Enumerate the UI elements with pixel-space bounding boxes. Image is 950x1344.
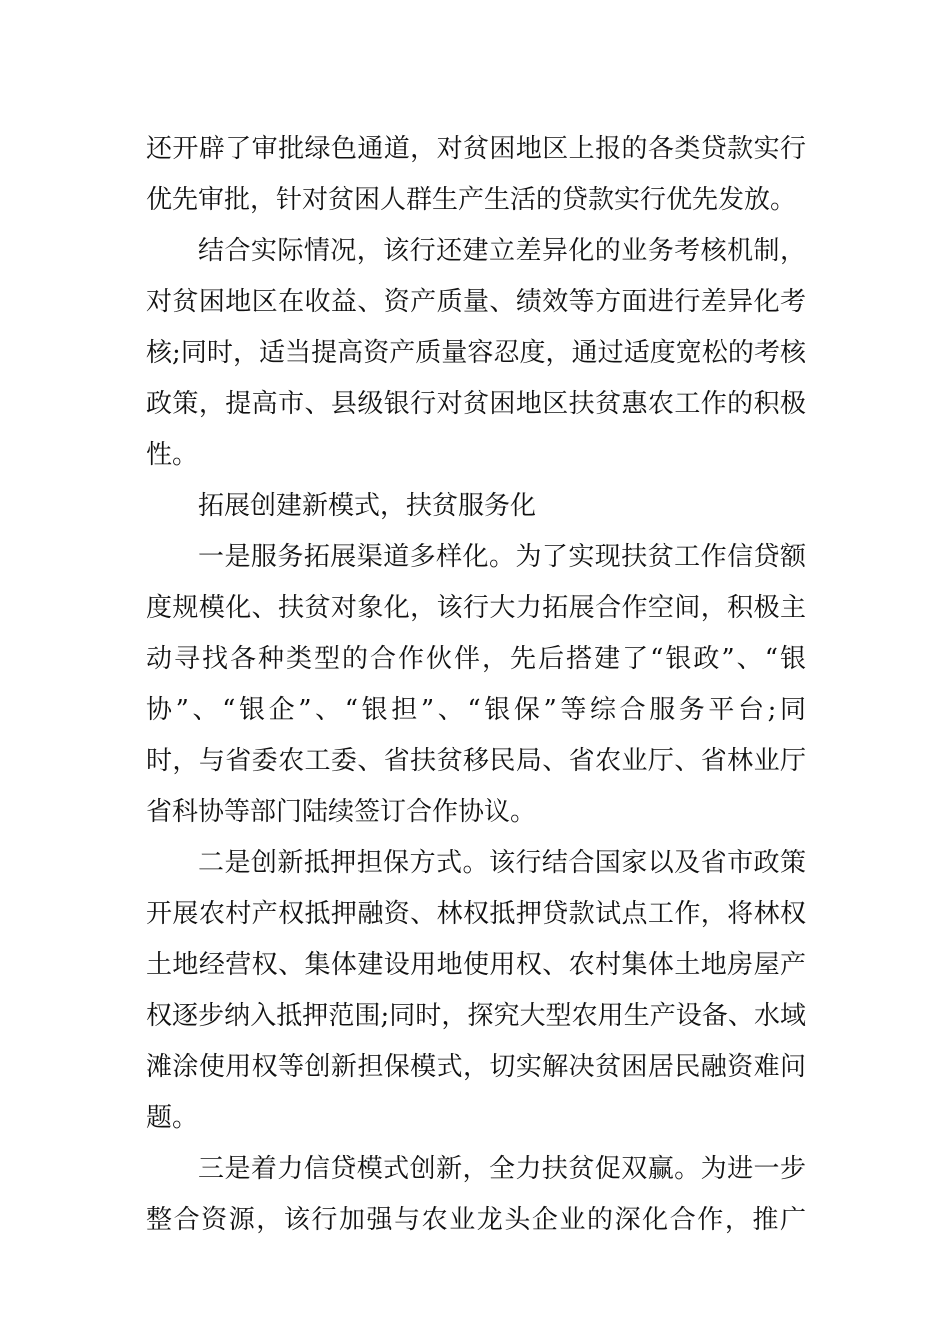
text-line: 还开辟了审批绿色通道，对贫困地区上报的各类贷款实行 [146, 134, 806, 164]
text-line: 核;同时，适当提高资产质量容忍度，通过适度宽松的考核 [146, 338, 806, 368]
text-line: 整合资源，该行加强与农业龙头企业的深化合作，推广 [146, 1205, 806, 1235]
paragraph [146, 532, 806, 838]
text-line: 度规模化、扶贫对象化，该行大力拓展合作空间，积极主 [146, 593, 806, 623]
text-line: 性。 [146, 440, 199, 470]
section-heading [146, 481, 806, 532]
text-line: 省科协等部门陆续签订合作协议。 [146, 797, 537, 827]
text-line: 结合实际情况，该行还建立差异化的业务考核机制， [198, 236, 806, 266]
text-line: 三是着力信贷模式创新，全力扶贫促双赢。为进一步 [198, 1154, 806, 1184]
text-line: 权逐步纳入抵押范围;同时，探究大型农用生产设备、水域 [146, 1001, 806, 1031]
paragraph [146, 838, 806, 1144]
paragraph [146, 1144, 806, 1246]
text-line: 滩涂使用权等创新担保模式，切实解决贫困居民融资难问 [146, 1052, 806, 1082]
text-line: 时，与省委农工委、省扶贫移民局、省农业厅、省林业厅 [146, 746, 806, 776]
text-line: 动寻找各种类型的合作伙伴，先后搭建了“银政”、“银 [146, 644, 806, 674]
text-line: 题。 [146, 1103, 199, 1133]
text-line: 二是创新抵押担保方式。该行结合国家以及省市政策 [198, 848, 806, 878]
text-line: 拓展创建新模式，扶贫服务化 [198, 491, 537, 521]
text-line: 开展农村产权抵押融资、林权抵押贷款试点工作，将林权 [146, 899, 806, 929]
text-line: 一是服务拓展渠道多样化。为了实现扶贫工作信贷额 [198, 542, 806, 572]
document-body [146, 124, 806, 1246]
text-line: 协”、“银企”、“银担”、“银保”等综合服务平台;同 [146, 695, 806, 725]
paragraph [146, 226, 806, 481]
text-line: 政策，提高市、县级银行对贫困地区扶贫惠农工作的积极 [146, 389, 806, 419]
text-line: 优先审批，针对贫困人群生产生活的贷款实行优先发放。 [146, 185, 797, 215]
paragraph [146, 124, 806, 226]
text-line: 对贫困地区在收益、资产质量、绩效等方面进行差异化考 [146, 287, 806, 317]
text-line: 土地经营权、集体建设用地使用权、农村集体土地房屋产 [146, 950, 806, 980]
